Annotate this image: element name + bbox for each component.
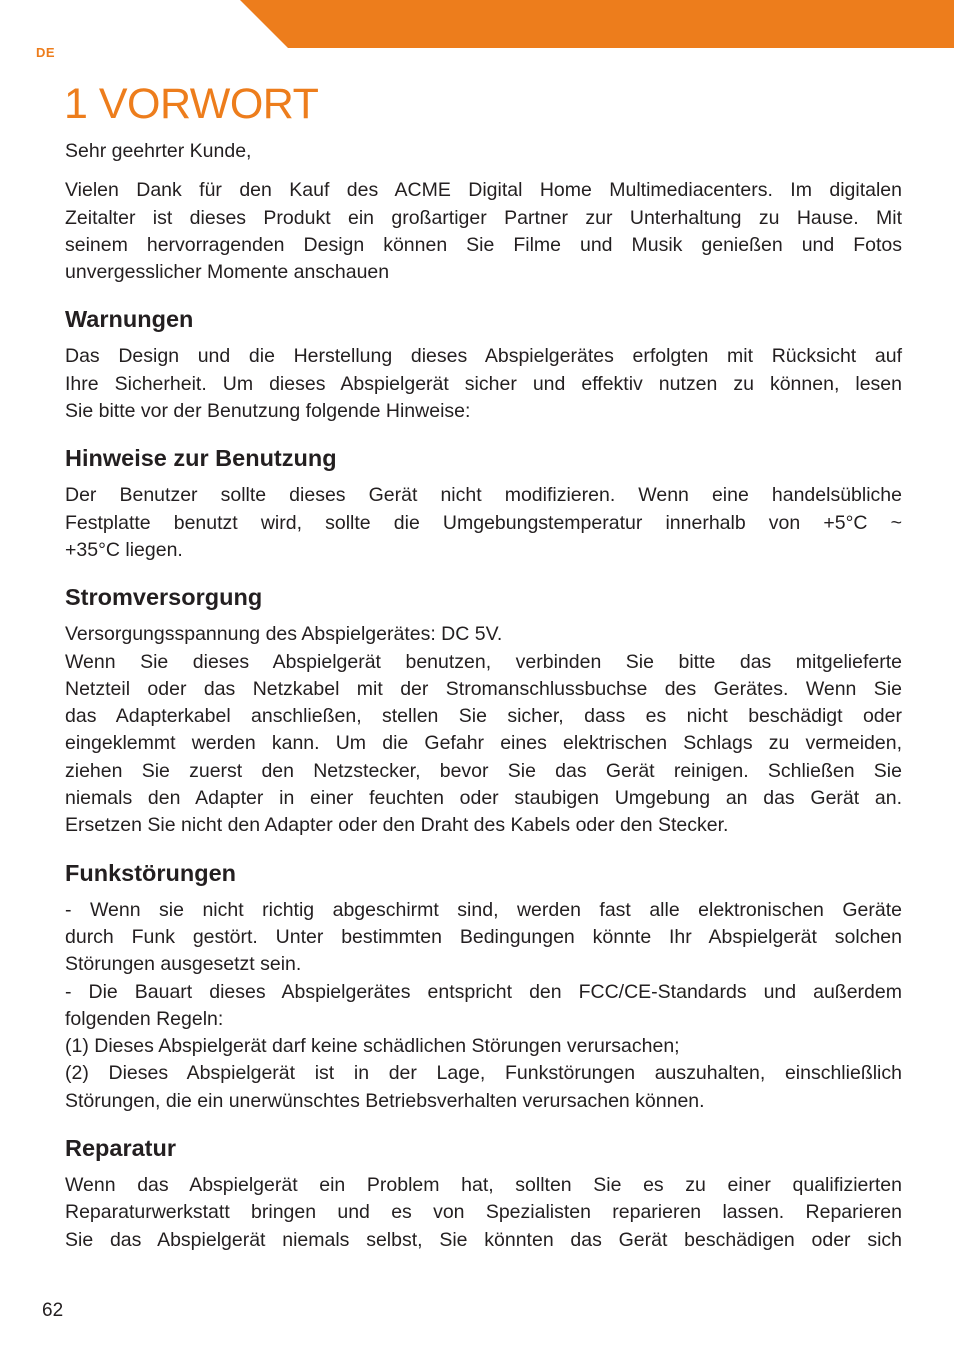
text-line: Netzteil oder das Netzkabel mit der Stromanschlussbuchse des Gerätes. Wenn Sie [65,677,902,700]
text-line: +35°C liegen. [65,538,183,561]
text-line: Der Benutzer sollte dieses Gerät nicht modifizieren. Wenn eine handelsübliche [65,484,902,507]
header-orange-band [0,0,954,48]
document-body [65,138,902,1272]
section-heading-stromversorgung: Stromversorgung [65,584,263,611]
language-code: DE [36,45,56,60]
section-body-funkstoerungen [65,897,902,1115]
text-line: Wenn das Abspielgerät ein Problem hat, sollten Sie es zu einer qualifizierten [65,1174,902,1197]
intro-paragraph [65,177,902,286]
greeting: Sehr geehrter Kunde, [65,140,252,162]
text-line: Das Design und die Herstellung dieses Abspielgerätes erfolgten mit Rücksicht auf [65,345,902,368]
text-line: Festplatte benutzt wird, sollte die Umgebungstemperatur innerhalb von +5°C ~ [65,511,902,534]
text-line: - Wenn sie nicht richtig abgeschirmt sind, werden fast alle elektronischen Geräte [65,898,902,921]
text-line: Vielen Dank für den Kauf des ACME Digital Home Multimediacenters. Im digitalen [65,179,902,202]
text-line: folgenden Regeln: [65,1007,224,1030]
text-line: seinem hervorragenden Design können Sie Filme und Musik genießen und Fotos [65,233,902,256]
text-line: (1) Dieses Abspielgerät darf keine schädlichen Störungen verursachen; [65,1035,680,1058]
text-line: unvergesslicher Momente anschauen [65,261,390,284]
text-line: Reparaturwerkstatt bringen und es von Spezialisten reparieren lassen. Reparieren [65,1201,902,1224]
section-body-hinweise [65,482,902,564]
text-line: eingeklemmt werden kann. Um die Gefahr eines elektrischen Schlags zu vermeiden, [65,732,902,755]
text-line: Versorgungsspannung des Abspielgerätes: DC 5V. [65,623,503,646]
section-heading-warnungen: Warnungen [65,306,194,333]
text-line: (2) Dieses Abspielgerät ist in der Lage, Funkstörungen auszuhalten, einschließlich [65,1062,902,1085]
text-line: - Die Bauart dieses Abspielgerätes entspricht den FCC/CE-Standards und außerdem [65,980,902,1003]
text-line: Sie das Abspielgerät niemals selbst, Sie könnten das Gerät beschädigen oder sich [65,1228,902,1251]
text-line: Ersetzen Sie nicht den Adapter oder den Draht des Kabels oder den Stecker. [65,814,729,837]
text-line: Sie bitte vor der Benutzung folgende Hinweise: [65,400,471,423]
section-body-stromversorgung [65,621,902,839]
section-heading-funkstoerungen: Funkstörungen [65,859,237,886]
text-line: durch Funk gestört. Unter bestimmten Bedingungen könnte Ihr Abspielgerät solchen [65,925,902,948]
page-number: 62 [42,1300,64,1321]
text-line: Ihre Sicherheit. Um dieses Abspielgerät sicher und effektiv nutzen zu können, lesen [65,372,902,395]
section-body-reparatur [65,1172,902,1254]
text-line: Zeitalter ist dieses Produkt ein großartiger Partner zur Unterhaltung zu Hause. Mit [65,206,902,229]
text-line: niemals den Adapter in einer feuchten oder staubigen Umgebung an das Gerät an. [65,787,902,810]
text-line: Wenn Sie dieses Abspielgerät benutzen, verbinden Sie bitte das mitgelieferte [65,650,902,673]
section-heading-reparatur: Reparatur [65,1135,177,1162]
section-body-warnungen [65,343,902,425]
text-line: Störungen ausgesetzt sein. [65,953,302,976]
section-heading-hinweise: Hinweise zur Benutzung [65,445,337,472]
text-line: das Adapterkabel anschließen, stellen Sie sicher, dass es nicht beschädigt oder [65,705,902,728]
text-line: ziehen Sie zuerst den Netzstecker, bevor Sie das Gerät reinigen. Schließen Sie [65,759,902,782]
page-title: 1 VORWORT [64,80,319,128]
text-line: Störungen, die ein unerwünschtes Betriebsverhalten verursachen können. [65,1089,705,1112]
